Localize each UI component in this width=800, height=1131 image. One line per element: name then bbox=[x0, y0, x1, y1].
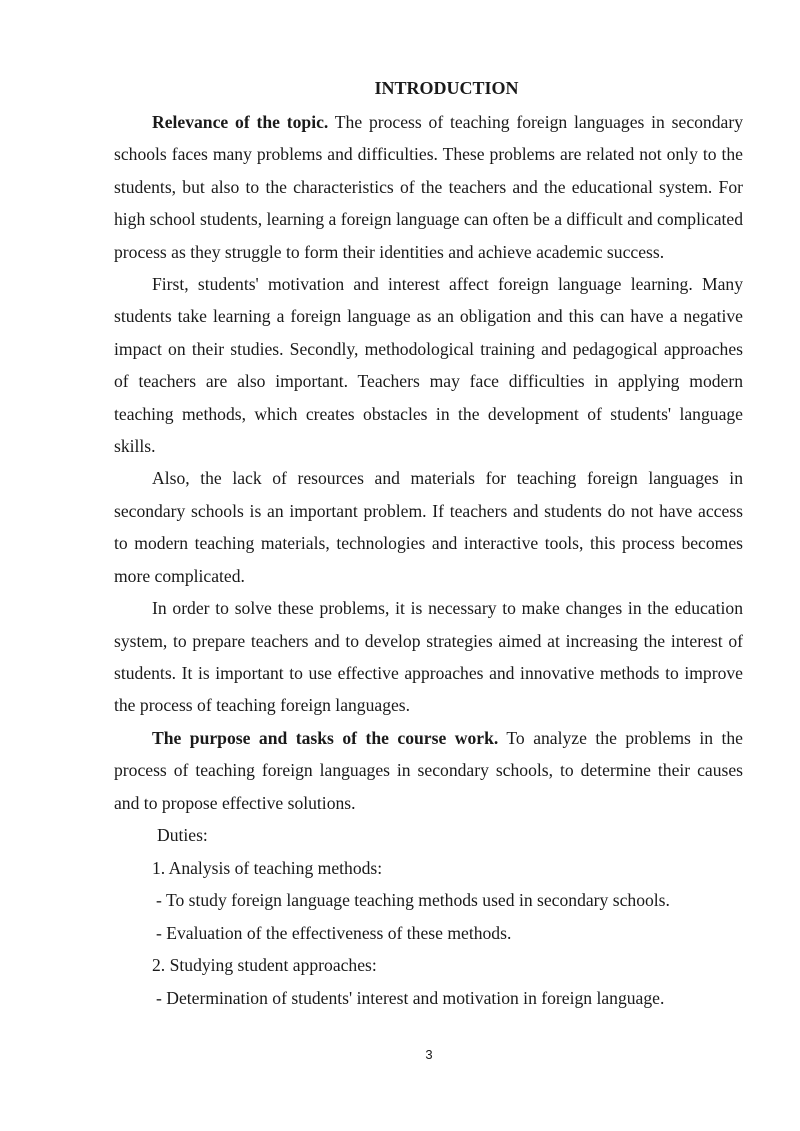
paragraph-solutions bbox=[114, 592, 743, 722]
duties-label: Duties: bbox=[157, 824, 208, 845]
paragraph-text: First, students' motivation and interest affect foreign language learning. Many students take learning a foreign language as an obligation and this can have a negative impact on their studies. Secondly, methodological training and pedagogical approaches of teachers are also important. Teachers may face difficulties in applying modern teaching methods, which creates obstacles in the development of students' language skills. bbox=[114, 274, 743, 457]
document-page bbox=[114, 74, 743, 1015]
paragraph-resources bbox=[114, 462, 743, 592]
list-item: - To study foreign language teaching methods used in secondary schools. bbox=[156, 890, 670, 911]
list-item: 2. Studying student approaches: bbox=[152, 955, 377, 976]
paragraph-text: The process of teaching foreign languages in secondary schools faces many problems and difficulties. These problems are related not only to the students, but also to the characteristics of the teachers and the educational system. For high school students, learning a foreign language can often be a difficult and complicated process as they struggle to form their identities and achieve academic success. bbox=[114, 112, 743, 262]
paragraph-lead: Relevance of the topic. bbox=[152, 112, 329, 132]
list-item: - Evaluation of the effectiveness of these methods. bbox=[156, 922, 512, 943]
paragraph-purpose bbox=[114, 722, 743, 819]
paragraph-lead: The purpose and tasks of the course work. bbox=[152, 727, 499, 748]
paragraph-motivation bbox=[114, 268, 743, 462]
list-item: 1. Analysis of teaching methods: bbox=[152, 857, 383, 878]
list-item: - Determination of students' interest and motivation in foreign language. bbox=[156, 987, 665, 1008]
page-number: 3 bbox=[425, 1047, 433, 1062]
paragraph-relevance bbox=[114, 106, 743, 268]
section-title: INTRODUCTION bbox=[374, 78, 519, 98]
paragraph-text: Also, the lack of resources and materials for teaching foreign languages in secondary schools is an important problem. If teachers and students do not have access to modern teaching materials, technologies and interactive tools, this process becomes more complicated. bbox=[114, 468, 743, 586]
paragraph-text: In order to solve these problems, it is necessary to make changes in the education system, to prepare teachers and to develop strategies aimed at increasing the interest of students. It is important to use effective approaches and innovative methods to improve the process of teaching foreign languages. bbox=[114, 598, 743, 716]
paragraph-text: To analyze the problems in the process of teaching foreign languages in secondary schools, to determine their causes and to propose effective solutions. bbox=[114, 727, 743, 813]
